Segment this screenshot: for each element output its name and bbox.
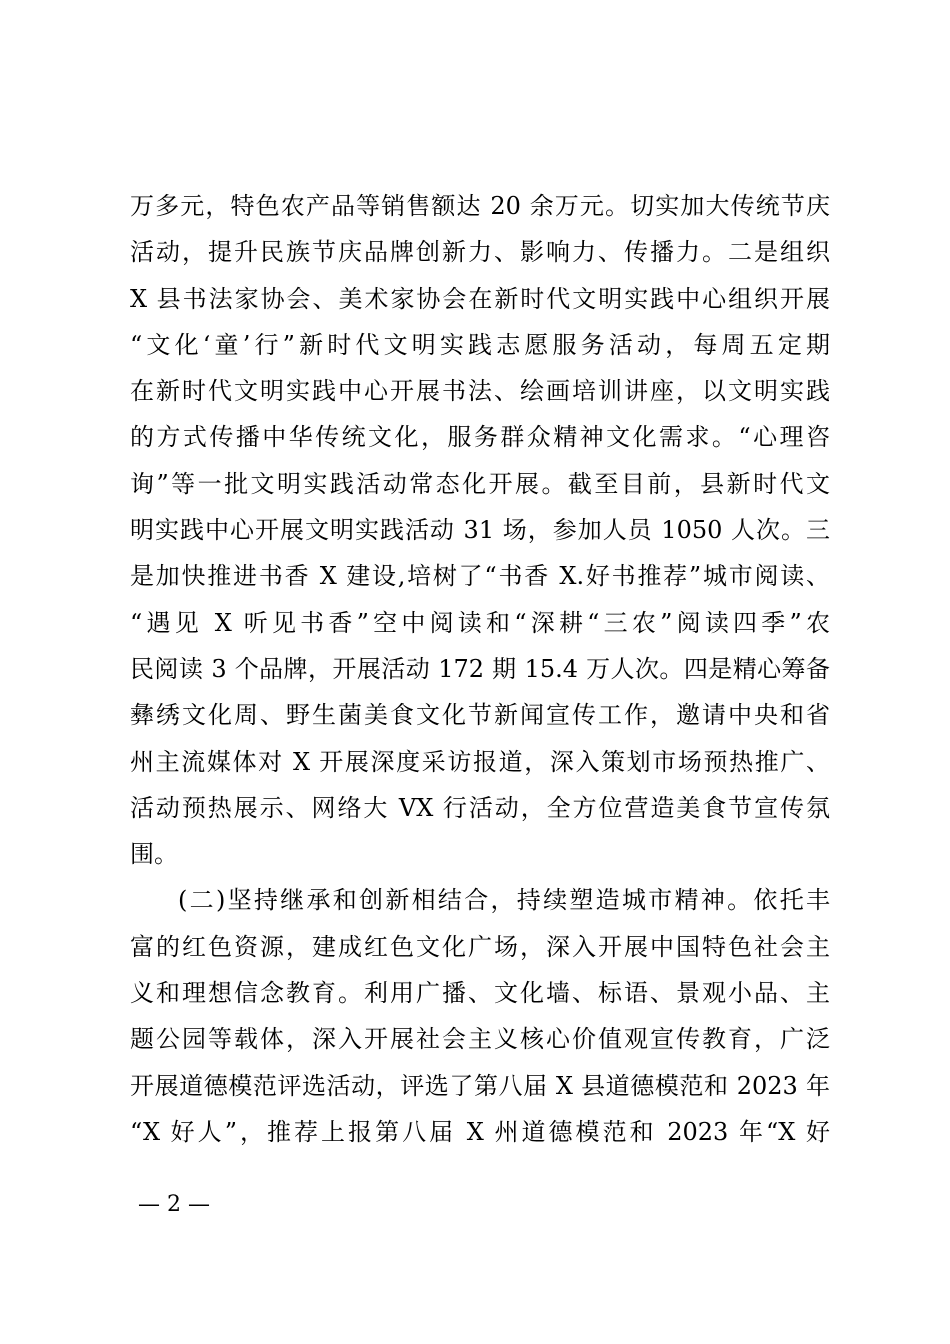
text-line: 义和理想信念教育。利用广播、文化墙、标语、景观小品、主 — [130, 979, 830, 1008]
text-line: 活动，提升民族节庆品牌创新力、影响力、传播力。二是组织 — [130, 238, 830, 267]
text-line: 彝绣文化周、野生菌美食文化节新闻宣传工作，邀请中央和省 — [130, 701, 830, 730]
text-line: 明实践中心开展文明实践活动 31 场，参加人员 1050 人次。三 — [130, 516, 830, 545]
text-line: “X 好人”，推荐上报第八届 X 州道德模范和 2023 年“X 好 — [130, 1117, 830, 1146]
text-line: 的方式传播中华传统文化，服务群众精神文化需求。“心理咨 — [130, 423, 830, 452]
text-line: 询”等一批文明实践活动常态化开展。截至目前，县新时代文 — [130, 469, 830, 498]
section-heading-line: (二)坚持继承和创新相结合，持续塑造城市精神。依托丰 — [178, 886, 830, 915]
text-line: 开展道德模范评选活动，评选了第八届 X 县道德模范和 2023 年 — [130, 1071, 830, 1100]
text-line: X 县书法家协会、美术家协会在新时代文明实践中心组织开展 — [130, 284, 830, 313]
text-line: 活动预热展示、网络大 VX 行活动，全方位营造美食节宣传氛 — [130, 793, 830, 822]
body-text — [130, 183, 830, 1155]
text-line: 是加快推进书香 X 建设,培树了“书香 X.好书推荐”城市阅读、 — [130, 562, 830, 591]
text-line: 题公园等载体，深入开展社会主义核心价值观宣传教育，广泛 — [130, 1025, 830, 1054]
page-number: — 2 — — [138, 1192, 210, 1217]
text-line: 万多元，特色农产品等销售额达 20 余万元。切实加大传统节庆 — [130, 192, 830, 220]
text-line: 州主流媒体对 X 开展深度采访报道，深入策划市场预热推广、 — [130, 747, 830, 776]
text-line: 民阅读 3 个品牌，开展活动 172 期 15.4 万人次。四是精心筹备 — [130, 654, 830, 683]
text-line: 富的红色资源，建成红色文化广场，深入开展中国特色社会主 — [130, 932, 830, 961]
text-line: 围。 — [130, 840, 178, 869]
text-line: “遇见 X 听见书香”空中阅读和“深耕“三农”阅读四季”农 — [130, 608, 830, 637]
text-line: 在新时代文明实践中心开展书法、绘画培训讲座，以文明实践 — [130, 377, 830, 406]
text-line: “文化‘童’行”新时代文明实践志愿服务活动，每周五定期 — [130, 330, 830, 359]
